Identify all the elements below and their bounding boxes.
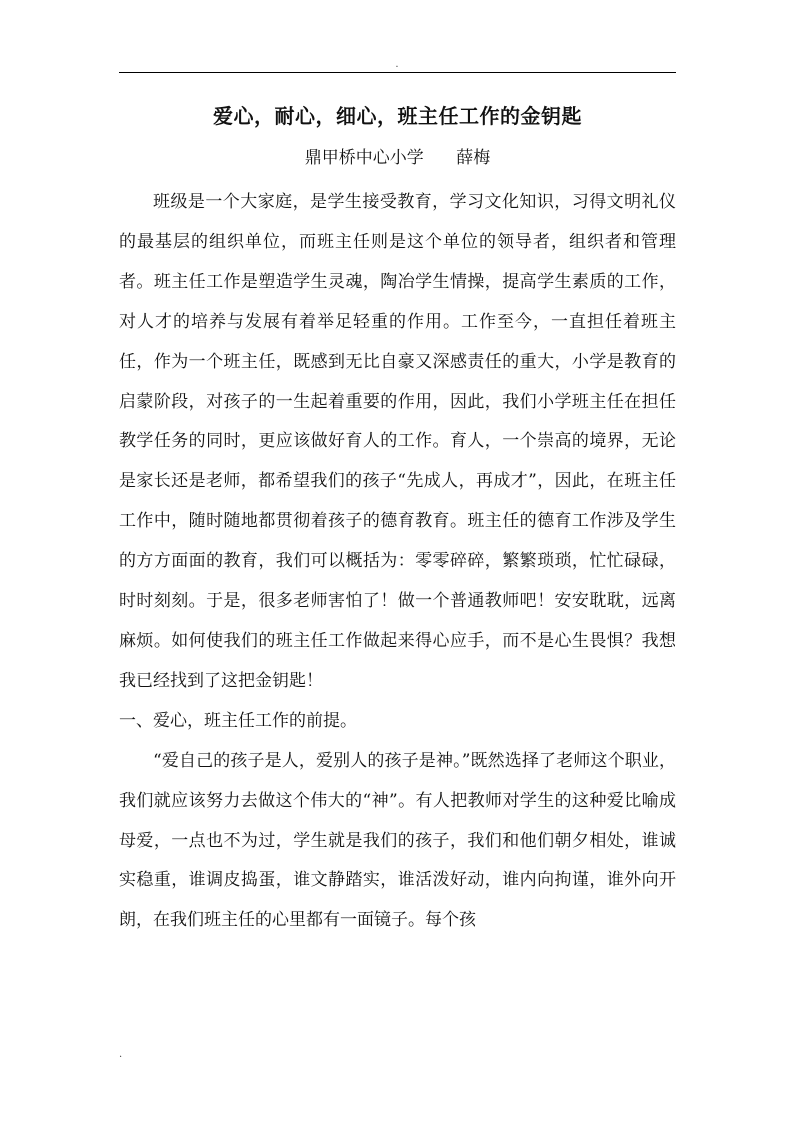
header-marker: . — [395, 59, 399, 70]
header-rule — [119, 72, 676, 73]
section-heading: 一、爱心，班主任工作的前提。 — [119, 710, 357, 731]
document-title: 爱心，耐心，细心，班主任工作的金钥匙 — [213, 104, 582, 128]
document-body — [119, 183, 676, 941]
section-paragraph: “爱自己的孩子是人，爱别人的孩子是神。”既然选择了老师这个职业，我们就应该努力去做这个伟大的“神”。有人把教师对学生的这种爱比喻成母爱，一点也不为过，学生就是我们的孩子，我们和他们朝夕相处，谁诚实稳重，谁调皮捣蛋，谁文静踏实，谁活泼好动，谁内向拘谨，谁外向开朗，在我们班主任的心里都有一面镜子。每个孩 — [119, 750, 676, 931]
body-paragraph: 班级是一个大家庭，是学生接受教育，学习文化知识，习得文明礼仪的最基层的组织单位，而班主任则是这个单位的领导者，组织者和管理者。班主任工作是塑造学生灵魂，陶冶学生情操，提高学生素质的工作，对人才的培养与发展有着举足轻重的作用。工作至今，一直担任着班主任，作为一个班主任，既感到无比自豪又深感责任的重大，小学是教育的启蒙阶段，对孩子的一生起着重要的作用，因此，我们小学班主任在担任教学任务的同时，更应该做好育人的工作。育人，一个崇高的境界，无论是家长还是老师，都希望我们的孩子“先成人，再成才”，因此，在班主任工作中，随时随地都贯彻着孩子的德育教育。班主任的德育工作涉及学生的方方面面的教育，我们可以概括为：零零碎碎，繁繁琐琐，忙忙碌碌，时时刻刻。于是，很多老师害怕了！做一个普通教师吧！安安耽耽，远离麻烦。如何使我们的班主任工作做起来得心应手，而不是心生畏惧？我想我已经找到了这把金钥匙！ — [119, 192, 676, 691]
footer-marker: . — [119, 1049, 123, 1060]
document-byline: 鼎甲桥中心小学 薛梅 — [304, 148, 491, 168]
